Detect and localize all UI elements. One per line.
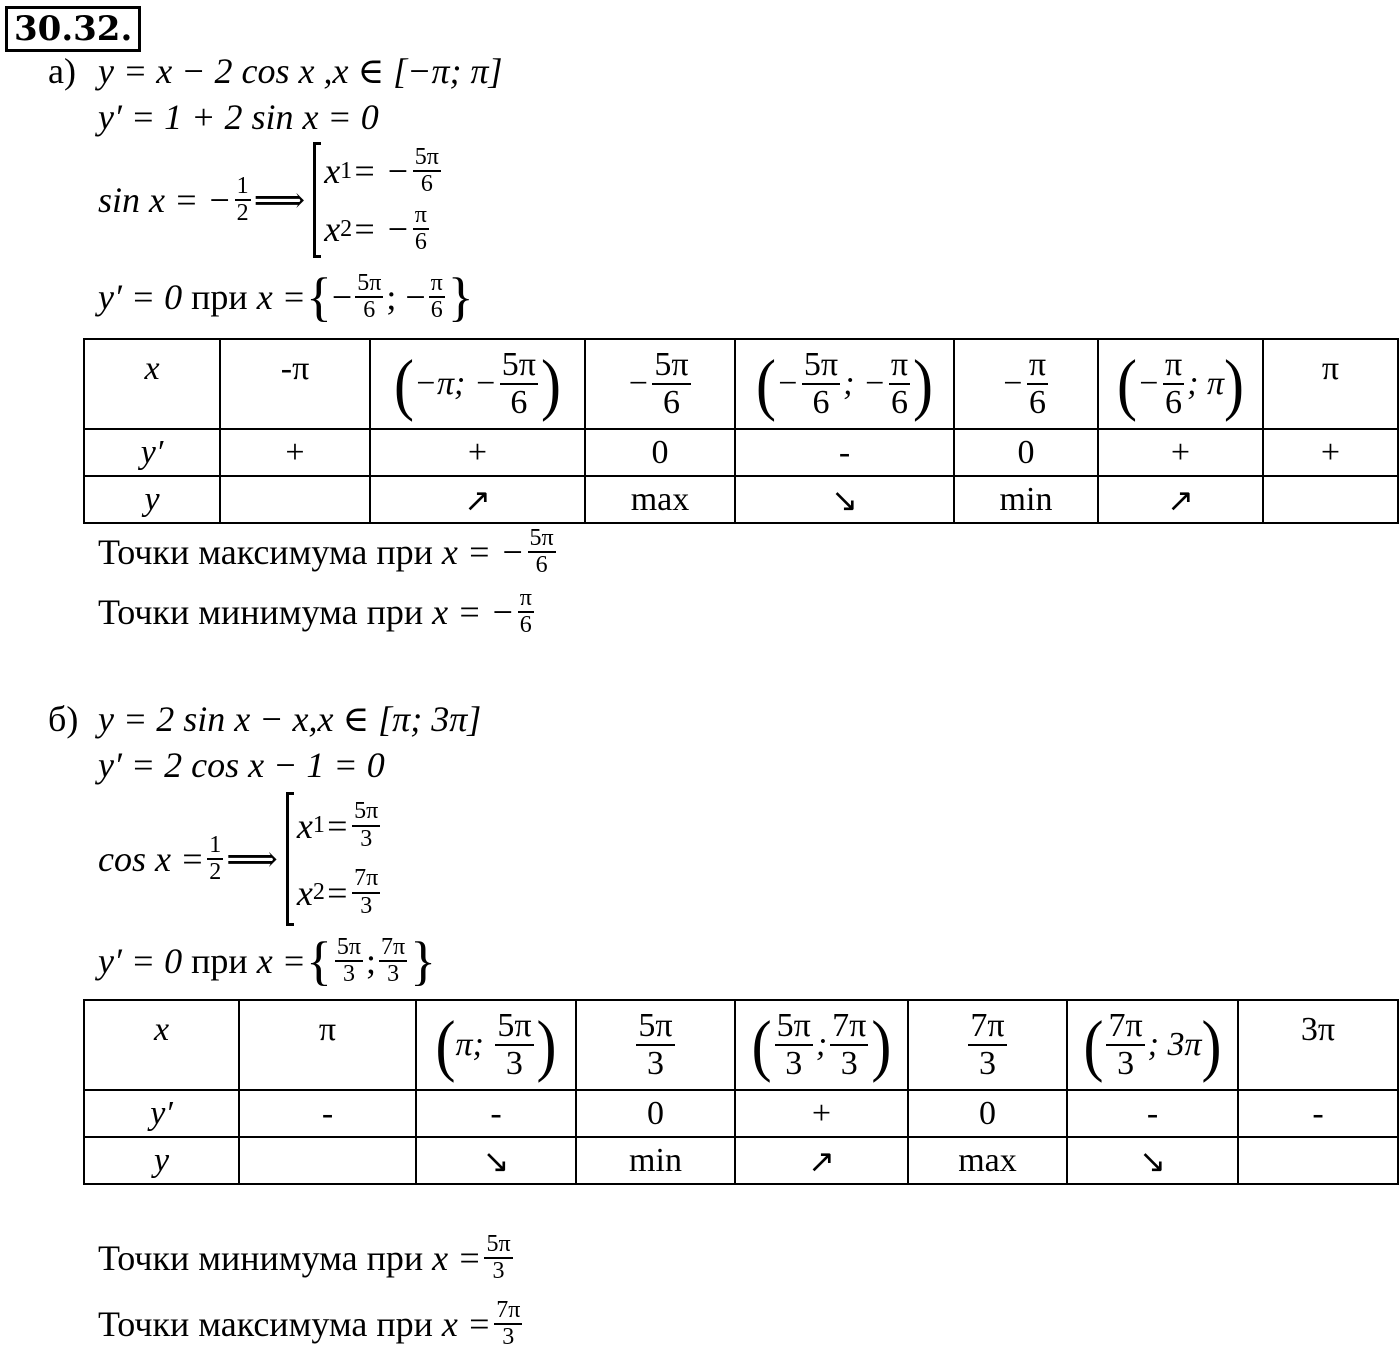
decreasing-arrow-icon: ↘	[416, 1137, 576, 1184]
table-label-yprime: y′	[84, 429, 220, 476]
root-index: 2	[340, 215, 353, 242]
root-index: 2	[312, 879, 325, 905]
table-behavior-cell	[220, 476, 370, 523]
table-header-cell: ( $\frac{7\pi}{3}$ ; 3π )	[1067, 1000, 1238, 1090]
part-b-solution	[98, 792, 383, 926]
table-header-cell: ( −π; − $\frac{5\pi}{6}$ )	[370, 339, 585, 429]
table-header-cell: $\frac{5\pi}{3}$	[576, 1000, 735, 1090]
frac-denominator: 6	[363, 297, 376, 323]
table-sign-cell: 0	[908, 1090, 1067, 1137]
part-b-function: y = 2 sin x − x,x ∈ [π; 3π]	[98, 699, 482, 739]
table-row-x	[84, 339, 1398, 429]
part-a-max-conclusion	[98, 526, 559, 578]
implies-symbol: ⟹	[253, 180, 306, 220]
frac-denominator: 2	[209, 859, 222, 885]
decreasing-arrow-icon: ↘	[735, 476, 954, 523]
conclusion-x: x =	[432, 1238, 482, 1279]
table-sign-cell: 0	[576, 1090, 735, 1137]
part-b-max-conclusion	[98, 1298, 525, 1350]
zero-x: x =	[256, 941, 306, 981]
conclusion-x: x = −	[432, 592, 515, 633]
table-row-yprime	[84, 429, 1398, 476]
conclusion-x: x = −	[441, 532, 525, 573]
increasing-arrow-icon: ↗	[735, 1137, 908, 1184]
root-eq: =	[324, 805, 350, 846]
part-b-solve-lhs: cos x =	[98, 839, 205, 879]
table-row-x	[84, 1000, 1398, 1090]
part-b-min-conclusion	[98, 1232, 516, 1284]
part-b-root-2	[297, 861, 383, 925]
part-a-root-2	[324, 200, 444, 258]
frac-denominator: 6	[420, 171, 433, 197]
conclusion-text: Точки минимума при	[98, 1238, 424, 1279]
frac-numerator: 5π	[484, 1232, 512, 1259]
table-row-y	[84, 1137, 1398, 1184]
root-eq: = −	[352, 151, 410, 191]
frac-numerator: π	[429, 271, 445, 298]
frac-numerator: π	[413, 203, 429, 230]
table-header-x: x	[84, 1000, 239, 1090]
table-sign-cell: +	[1263, 429, 1398, 476]
frac-denominator: 6	[430, 297, 443, 323]
pri-word: при	[191, 277, 248, 317]
zero-text: y′ = 0	[98, 277, 183, 317]
part-b-zero-set: y′ = 0 при x = { $\frac{5\pi}{3}$ ; $\frac{7\pi}{3}$ }	[98, 931, 437, 991]
table-header-cell: ( $\frac{5\pi}{3}$ ; $\frac{7\pi}{3}$ )	[735, 1000, 908, 1090]
root-var: x	[296, 872, 313, 913]
increasing-arrow-icon: ↗	[370, 476, 585, 523]
table-sign-cell: -	[735, 429, 954, 476]
table-sign-cell: -	[416, 1090, 576, 1137]
increasing-arrow-icon: ↗	[1098, 476, 1263, 523]
root-var: x	[324, 209, 341, 249]
frac-numerator: 5π	[335, 935, 363, 962]
part-b-derivative: y′ = 2 cos x − 1 = 0	[98, 745, 385, 785]
part-a-half-fraction	[235, 174, 251, 226]
problem-number: 30.32.	[5, 6, 141, 52]
frac-denominator: 6	[519, 612, 532, 639]
conclusion-text: Точки минимума при	[98, 592, 424, 633]
part-a-solution	[98, 142, 444, 258]
frac-numerator: 5π	[413, 145, 441, 172]
frac-numerator: 5π	[355, 271, 383, 298]
zero-text: y′ = 0	[98, 941, 183, 981]
frac-denominator: 3	[342, 961, 355, 987]
table-behavior-cell: min	[954, 476, 1098, 523]
table-behavior-cell: min	[576, 1137, 735, 1184]
table-behavior-cell: max	[908, 1137, 1067, 1184]
part-b-sign-table	[83, 999, 1399, 1185]
frac-denominator: 6	[535, 552, 548, 579]
frac-numerator: 1	[207, 833, 223, 860]
part-a-root-1	[324, 142, 444, 200]
table-behavior-cell	[1238, 1137, 1398, 1184]
frac-denominator: 3	[502, 1324, 515, 1351]
conclusion-text: Точки максимума при	[98, 1304, 433, 1345]
part-a-zero-set: y′ = 0 при x = { − $\frac{5\pi}{6}$ ; − $\frac{\pi}{6}$ }	[98, 267, 474, 327]
conclusion-x: x =	[441, 1304, 492, 1345]
frac-numerator: 7π	[494, 1298, 522, 1325]
table-behavior-cell	[239, 1137, 416, 1184]
part-a-min-conclusion	[98, 586, 537, 638]
part-a-derivative: y′ = 1 + 2 sin x = 0	[98, 97, 379, 137]
table-header-cell: ( − $\frac{5\pi}{6}$ ; − $\frac{\pi}{6}$ )	[735, 339, 954, 429]
implies-symbol: ⟹	[226, 839, 278, 879]
frac-numerator: 1	[235, 174, 251, 201]
table-header-cell: ( π; $\frac{5\pi}{3}$ )	[416, 1000, 576, 1090]
frac-denominator: 3	[387, 961, 400, 987]
part-b-label: б)	[48, 699, 79, 739]
frac-denominator: 6	[414, 229, 427, 255]
table-sign-cell: 0	[954, 429, 1098, 476]
part-a-sign-table	[83, 338, 1399, 524]
table-label-y: y	[84, 1137, 239, 1184]
table-sign-cell: +	[220, 429, 370, 476]
table-row-y	[84, 476, 1398, 523]
pri-word: при	[191, 941, 248, 981]
table-header-cell: -π	[220, 339, 370, 429]
zero-x: x =	[256, 277, 306, 317]
part-b-half-fraction	[207, 833, 223, 885]
table-row-yprime	[84, 1090, 1398, 1137]
table-label-yprime: y′	[84, 1090, 239, 1137]
root-eq: = −	[352, 209, 410, 249]
table-header-cell: ( − $\frac{\pi}{6}$ ; π )	[1098, 339, 1263, 429]
root-eq: =	[324, 872, 350, 913]
table-sign-cell: +	[1098, 429, 1263, 476]
table-sign-cell: 0	[585, 429, 735, 476]
table-header-cell: − $\frac{\pi}{6}$	[954, 339, 1098, 429]
root-var: x	[324, 151, 341, 191]
table-sign-cell: +	[370, 429, 585, 476]
table-sign-cell: -	[239, 1090, 416, 1137]
decreasing-arrow-icon: ↘	[1067, 1137, 1238, 1184]
frac-denominator: 3	[360, 892, 373, 919]
root-index: 1	[340, 157, 353, 184]
frac-numerator: π	[518, 586, 534, 613]
frac-denominator: 3	[360, 825, 373, 852]
table-sign-cell: -	[1238, 1090, 1398, 1137]
part-a-solve-lhs: sin x = −	[98, 180, 232, 220]
part-b-roots-bracket	[286, 792, 383, 926]
root-var: x	[296, 805, 313, 846]
table-label-y: y	[84, 476, 220, 523]
part-a-label: а)	[48, 51, 76, 91]
table-header-cell: − $\frac{5\pi}{6}$	[585, 339, 735, 429]
frac-denominator: 3	[492, 1258, 505, 1285]
table-sign-cell: -	[1067, 1090, 1238, 1137]
table-header-x: x	[84, 339, 220, 429]
part-a-roots-bracket	[313, 142, 444, 258]
table-header-cell: π	[1263, 339, 1398, 429]
root-index: 1	[312, 812, 325, 838]
table-behavior-cell	[1263, 476, 1398, 523]
table-header-cell: π	[239, 1000, 416, 1090]
table-header-cell: 3π	[1238, 1000, 1398, 1090]
frac-numerator: 7π	[379, 935, 407, 962]
conclusion-text: Точки максимума при	[98, 532, 433, 573]
part-a-function: y = x − 2 cos x ,x ∈ [−π; π]	[98, 51, 503, 91]
table-header-cell: $\frac{7\pi}{3}$	[908, 1000, 1067, 1090]
part-b-root-1	[297, 794, 383, 858]
frac-numerator: 7π	[352, 866, 380, 893]
frac-numerator: 5π	[528, 526, 556, 553]
frac-numerator: 5π	[352, 799, 380, 826]
table-sign-cell: +	[735, 1090, 908, 1137]
table-behavior-cell: max	[585, 476, 735, 523]
frac-denominator: 2	[236, 200, 249, 226]
